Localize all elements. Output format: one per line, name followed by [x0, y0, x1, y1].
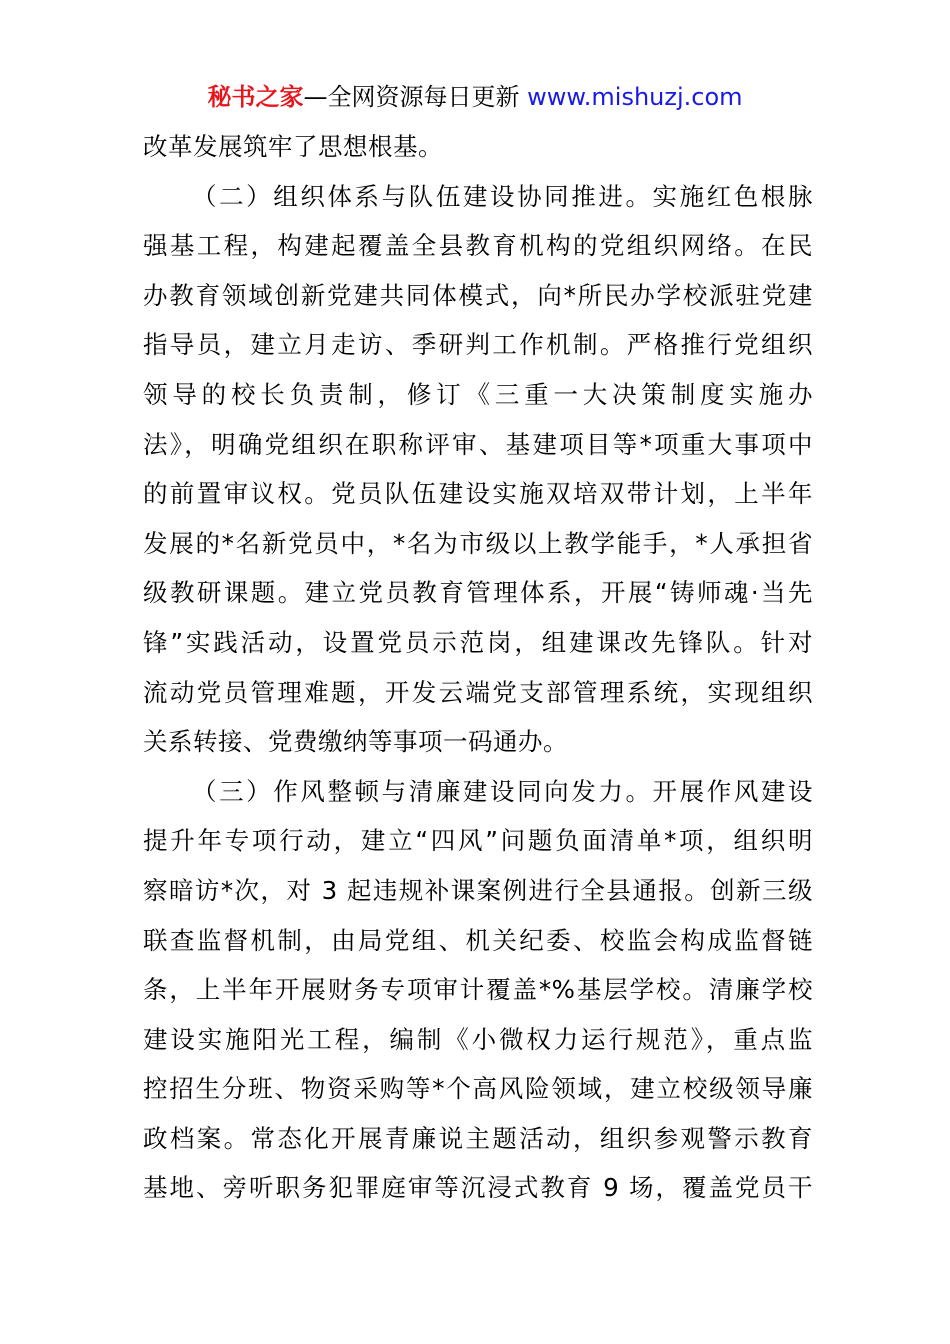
text-line: 建设实施阳光工程，编制《小微权力运行规范》，重点监	[143, 1024, 813, 1054]
text-line: 察暗访*次，对 3 起违规补课案例进行全县通报。创新三级	[143, 875, 813, 905]
text-line: 的前置审议权。党员队伍建设实施双培双带计划，上半年	[143, 479, 813, 509]
text-line: 联查监督机制，由局党组、机关纪委、校监会构成监督链	[143, 925, 813, 955]
text-line: 控招生分班、物资采购等*个高风险领域，建立校级领导廉	[143, 1074, 813, 1104]
text-line: 法》，明确党组织在职称评审、基建项目等*项重大事项中	[143, 429, 813, 459]
text-line: 强基工程，构建起覆盖全县教育机构的党组织网络。在民	[143, 231, 813, 261]
text-line: 发展的*名新党员中，*名为市级以上教学能手，*人承担省	[143, 528, 813, 558]
paragraph	[143, 122, 813, 172]
paragraph	[143, 172, 813, 767]
document-body	[143, 122, 813, 1213]
text-line: 基地、旁听职务犯罪庭审等沉浸式教育 9 场，覆盖党员干	[143, 1173, 813, 1203]
paragraph	[143, 767, 813, 1213]
text-line: 指导员，建立月走访、季研判工作机制。严格推行党组织	[143, 330, 813, 360]
text-line: 领导的校长负责制，修订《三重一大决策制度实施办	[143, 379, 813, 409]
site-tagline: —全网资源每日更新	[303, 83, 528, 111]
text-line: 改革发展筑牢了思想根基。	[143, 132, 443, 161]
text-line: 政档案。常态化开展青廉说主题活动，组织参观警示教育	[143, 1123, 813, 1153]
text-line: （二）组织体系与队伍建设协同推进。实施红色根脉	[192, 181, 813, 211]
text-line: 锋”实践活动，设置党员示范岗，组建课改先锋队。针对	[143, 627, 813, 657]
site-brand: 秘书之家	[207, 83, 304, 111]
text-line: 关系转接、党费缴纳等事项一码通办。	[143, 727, 568, 757]
text-line: 流动党员管理难题，开发云端党支部管理系统，实现组织	[143, 677, 813, 707]
text-line: 提升年专项行动，建立“四风”问题负面清单*项，组织明	[143, 826, 813, 856]
site-header	[0, 80, 950, 114]
text-line: 条，上半年开展财务专项审计覆盖*%基层学校。清廉学校	[143, 975, 813, 1005]
text-line: （三）作风整顿与清廉建设同向发力。开展作风建设	[192, 776, 813, 806]
text-line: 级教研课题。建立党员教育管理体系，开展“铸师魂·当先	[143, 578, 813, 608]
site-url-link[interactable]: www.mishuzj.com	[527, 83, 743, 111]
text-line: 办教育领域创新党建共同体模式，向*所民办学校派驻党建	[143, 280, 813, 310]
